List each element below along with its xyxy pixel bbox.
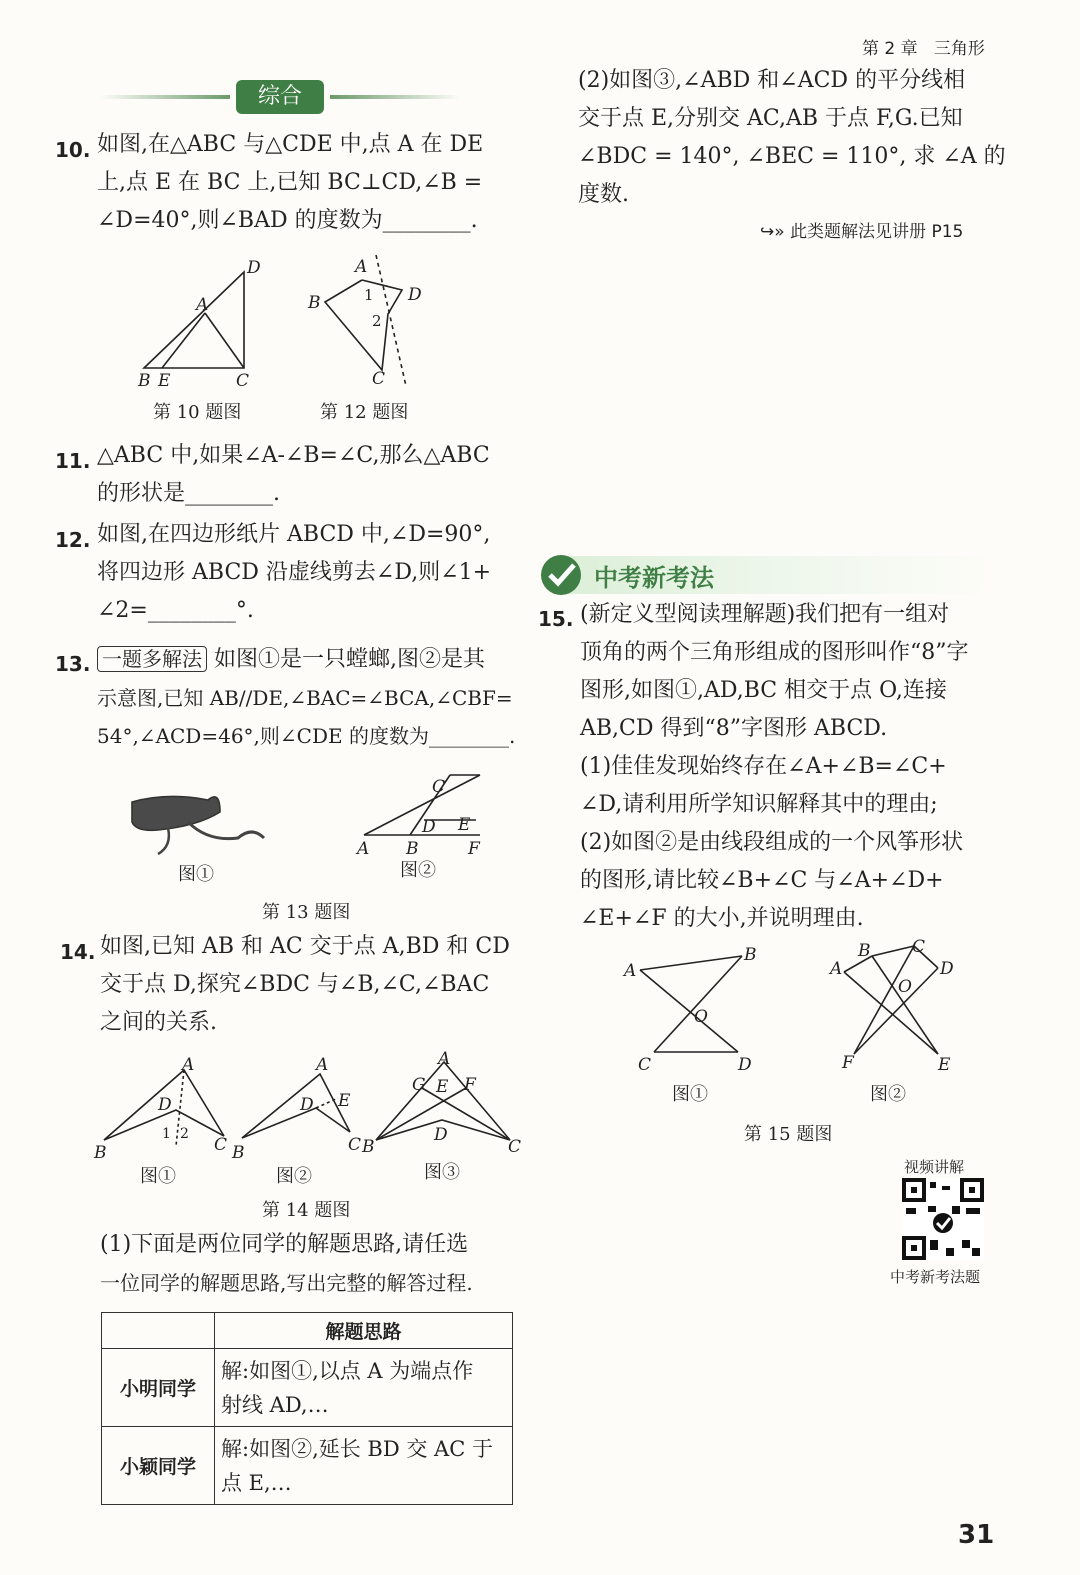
segment-df [854,968,938,1054]
question-number: 15. [538,607,574,631]
segment-bc [654,956,742,1052]
segment-ae [162,313,205,368]
figure-caption: 第 15 题图 [744,1124,833,1145]
bisector-bf [376,1088,466,1140]
question-number: 14. [60,940,96,964]
solution-line: 射线 AD,… [221,1392,329,1417]
text-line: △ABC 中,如果∠A-∠B=∠C,那么△ABC [97,443,490,468]
label-a: A [196,295,209,315]
label-d: D [158,1095,172,1115]
section-label: 中考新考法 [594,564,714,592]
qr-label-top: 视频讲解 [904,1158,965,1176]
chapter-title: 三角形 [933,39,985,59]
label-e: E [458,815,471,835]
question-number: 13. [55,652,91,676]
figure-caption: 第 14 题图 [262,1200,351,1221]
figure-label: 图① [178,864,214,885]
label-d: D [422,817,436,837]
student-name: 小明同学 [102,1349,215,1427]
question-12-text [97,516,517,630]
figure-label: 图① [140,1166,176,1187]
qr-code-icon[interactable] [902,1178,984,1260]
question-14-text [100,928,520,1042]
label-b: B [308,293,321,313]
text-line: 54°,∠ACD=46°,则∠CDE 的度数为________. [97,724,516,748]
label-g: G [412,1075,426,1095]
checkmark-icon [538,552,586,598]
figure-label: 图③ [424,1162,460,1183]
label-o: O [694,1007,708,1027]
figure-q10 [130,255,270,395]
solution-line: 解:如图①,以点 A 为端点作 [221,1358,474,1383]
text-line: (1)佳佳发现始终存在∠A+∠B=∠C+ [580,754,947,779]
text-line: 如图①是一只螳螂,图②是其 [214,647,485,672]
text-line: 将四边形 ABCD 沿虚线剪去∠D,则∠1+ [97,560,492,585]
outer-edges [242,1074,350,1138]
question-14-part1 [100,1226,525,1302]
label-e: E [436,1077,449,1097]
label-a: A [355,257,368,277]
label-b: B [744,945,757,965]
chapter-header [862,34,985,59]
text-line: ∠D=40°,则∠BAD 的度数为________. [97,208,478,233]
student-name: 小颖同学 [102,1427,215,1505]
text-line: (2)如图②是由线段组成的一个风筝形状 [580,830,964,855]
segment-ad [640,970,738,1052]
figure-q15-1 [620,940,770,1075]
label-e: E [158,371,171,391]
figure-caption: 第 13 题图 [262,902,351,923]
table-row [102,1349,513,1427]
text-line: 如图,在四边形纸片 ABCD 中,∠D=90°, [97,522,491,547]
text-line: 如图,已知 AB 和 AC 交于点 A,BD 和 CD [100,934,510,959]
figure-label: 图② [276,1166,312,1187]
table-row [102,1427,513,1505]
figure-q13 [352,770,492,860]
figure-caption: 第 12 题图 [320,402,409,423]
label-2: 2 [180,1126,189,1142]
question-15-text [580,596,1010,938]
label-c: C [508,1137,522,1157]
segment-ac [205,313,244,368]
label-b: B [94,1143,107,1163]
label-d: D [247,258,261,278]
text-line: 顶角的两个三角形组成的图形叫作“8”字 [580,640,969,665]
section-banner-comprehensive [100,80,460,114]
figure-q14-1 [92,1052,232,1162]
text-line: 上,点 E 在 BC 上,已知 BC⊥CD,∠B = [97,170,483,195]
question-number: 10. [55,138,91,162]
label-a: A [830,959,843,979]
label-f: F [464,1075,476,1095]
label-1: 1 [162,1126,171,1142]
label-a: A [357,839,370,859]
question-10-text [97,126,517,240]
question-number: 12. [55,528,91,552]
figure-q15-2 [826,934,966,1074]
text-line: ∠BDC = 140°, ∠BEC = 110°, 求 ∠A 的 [578,144,1006,169]
figure-label: 图① [672,1084,708,1105]
label-c: C [638,1055,652,1075]
text-line: (2)如图③,∠ABD 和∠ACD 的平分线相 [578,68,966,93]
segment-cf [854,946,914,1054]
label-2: 2 [372,312,382,330]
triangle-edge [144,272,244,368]
segment-bc [872,946,914,956]
label-c: C [912,937,926,957]
section-label: 综合 [236,80,324,114]
label-1: 1 [364,286,374,304]
label-f: F [842,1053,854,1073]
label-b: B [406,839,419,859]
label-c: C [214,1135,228,1155]
label-a: A [624,961,637,981]
label-c: C [372,369,386,389]
solution-line: 点 E,… [221,1470,292,1495]
label-b: B [138,371,151,391]
label-c: C [236,371,250,391]
label-c: C [432,777,446,797]
label-a: A [182,1055,195,1075]
text-line: ∠2=________°. [97,598,254,623]
label-a: A [438,1049,451,1069]
solution-line: 解:如图②,延长 BD 交 AC 于 [221,1436,493,1461]
label-d: D [300,1095,314,1115]
method-tag: 一题多解法 [97,646,207,672]
figure-label: 图② [400,860,436,881]
mantis-leg [158,828,169,854]
label-b: B [858,941,871,961]
label-f: F [468,839,480,859]
text-line: (新定义型阅读理解题)我们把有一组对 [580,602,950,627]
label-e: E [938,1055,951,1075]
table-corner [102,1313,215,1349]
text-line: 图形,如图①,AD,BC 相交于点 O,连接 [580,678,947,703]
text-line: 如图,在△ABC 与△CDE 中,点 A 在 DE [97,132,484,157]
text-line: 之间的关系. [100,1010,217,1035]
figure-q14-2 [228,1052,368,1162]
label-o: O [898,977,912,997]
text-line: 度数. [578,182,629,207]
segment-ab [640,956,742,970]
lecture-reference [760,217,963,242]
label-d: D [940,959,954,979]
question-13-text [97,640,522,755]
label-c: C [348,1135,362,1155]
label-d: D [434,1125,448,1145]
label-e: E [338,1091,351,1111]
page-number: 31 [958,1520,995,1550]
table-header: 解题思路 [215,1313,513,1349]
text-line: ∠E+∠F 的大小,并说明理由. [580,906,864,931]
mantis-photo [128,782,268,862]
figure-caption: 第 10 题图 [153,402,242,423]
lecture-reference-text: 此类题解法见讲册 P15 [790,222,964,242]
chapter-number: 第 2 章 [862,39,918,59]
inner-edges [242,1108,350,1138]
figure-q14-3 [360,1048,520,1158]
text-line: (1)下面是两位同学的解题思路,请任选 [100,1232,469,1257]
text-line: 的形状是________. [97,481,280,506]
mantis-leg [188,822,264,839]
figure-q12 [300,250,420,395]
text-line: 交于点 D,探究∠BDC 与∠B,∠C,∠BAC [100,972,490,997]
text-line: 一位同学的解题思路,写出完整的解答过程. [100,1271,473,1295]
section-banner-new [538,552,993,598]
question-number: 11. [55,449,91,473]
mantis-body [132,796,220,830]
text-line: 交于点 E,分别交 AC,AB 于点 F,G.已知 [578,106,963,131]
figure-label: 图② [870,1084,906,1105]
label-b: B [362,1137,375,1157]
text-line: ∠D,请利用所学知识解释其中的理由; [580,792,938,817]
label-d: D [408,285,422,305]
text-line: 示意图,已知 AB//DE,∠BAC=∠BCA,∠CBF= [97,686,513,710]
arrow-icon: ↪» [760,222,785,242]
solution-table [101,1312,513,1505]
label-a: A [316,1055,329,1075]
label-d: D [738,1055,752,1075]
label-b: B [232,1143,245,1163]
qr-label-bottom: 中考新考法题 [890,1268,981,1286]
text-line: 的图形,请比较∠B+∠C 与∠A+∠D+ [580,868,944,893]
text-line: AB,CD 得到“8”字图形 ABCD. [580,716,888,741]
question-14-part2 [578,62,1008,214]
question-11-text [97,437,517,513]
